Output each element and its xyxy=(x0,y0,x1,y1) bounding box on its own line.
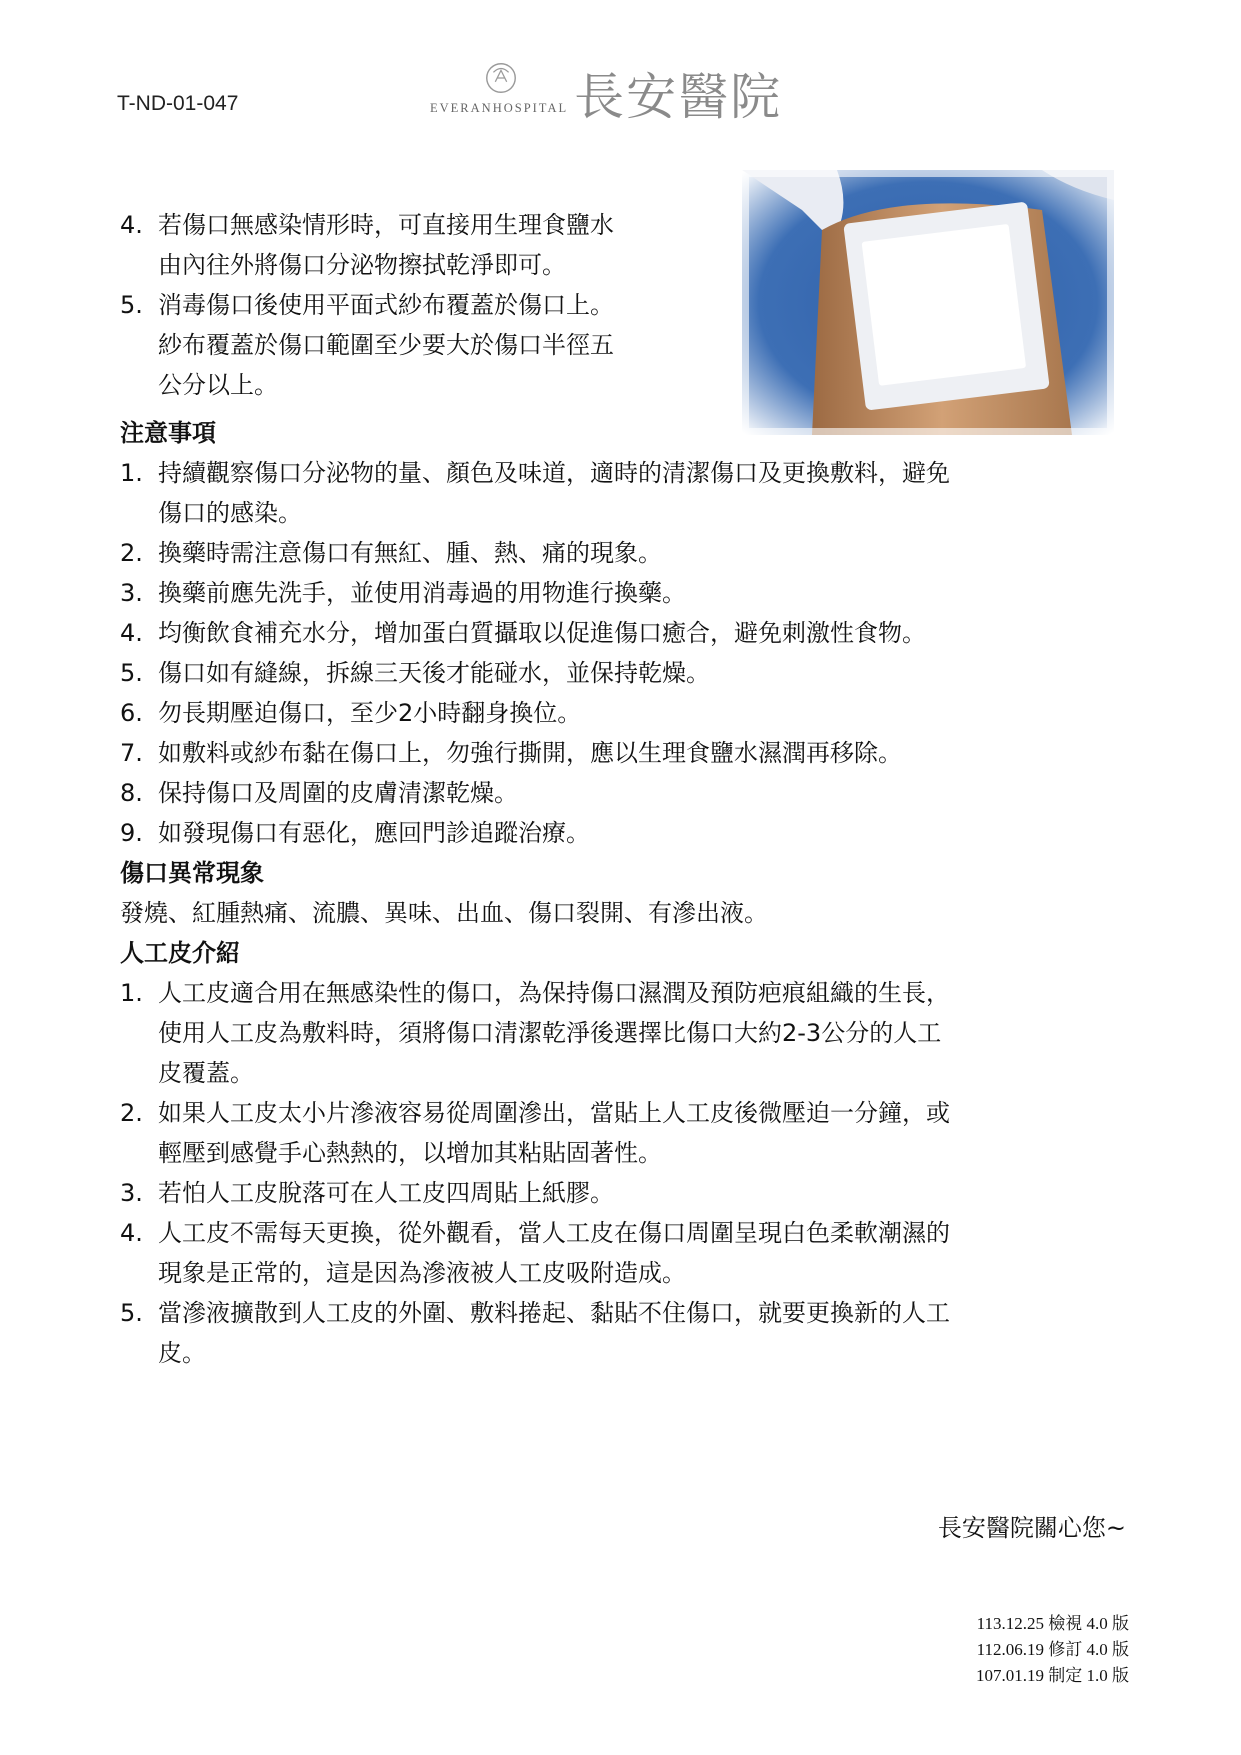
care-steps-list xyxy=(120,205,720,405)
list-item xyxy=(120,1173,1130,1213)
item-line: 如發現傷口有惡化，應回門診追蹤治療。 xyxy=(158,819,590,847)
item-number: 2. xyxy=(120,1099,143,1127)
list-item xyxy=(120,533,1130,573)
artificial-skin-list xyxy=(120,973,1130,1373)
item-line: 消毒傷口後使用平面式紗布覆蓋於傷口上。 xyxy=(158,291,614,319)
item-line: 如敷料或紗布黏在傷口上，勿強行撕開，應以生理食鹽水濕潤再移除。 xyxy=(158,739,902,767)
list-item xyxy=(120,733,1130,773)
item-line: 人工皮不需每天更換，從外觀看，當人工皮在傷口周圍呈現白色柔軟潮濕的 xyxy=(158,1219,950,1247)
list-item xyxy=(120,285,720,405)
list-item xyxy=(120,613,1130,653)
list-item xyxy=(120,813,1130,853)
list-item xyxy=(120,1213,1130,1293)
section-heading: 傷口異常現象 xyxy=(120,859,264,887)
item-line: 若傷口無感染情形時，可直接用生理食鹽水 xyxy=(158,211,614,239)
abnormal-signs-text: 發燒、紅腫熱痛、流膿、異味、出血、傷口裂開、有滲出液。 xyxy=(120,899,768,927)
item-number: 4. xyxy=(120,1219,143,1247)
item-line: 勿長期壓迫傷口，至少2小時翻身換位。 xyxy=(158,699,582,727)
precautions-section xyxy=(120,413,1130,1373)
item-line: 人工皮適合用在無感染性的傷口，為保持傷口濕潤及預防疤痕組織的生長， xyxy=(158,979,950,1007)
list-item xyxy=(120,773,1130,813)
logo-cjk: 長安醫院 xyxy=(574,68,783,126)
list-item xyxy=(120,973,1130,1093)
item-line: 持續觀察傷口分泌物的量、顏色及味道，適時的清潔傷口及更換敷料，避免 xyxy=(158,459,950,487)
revision-line: 113.12.25 檢視 4.0 版 xyxy=(976,1614,1129,1633)
item-number: 3. xyxy=(120,1179,143,1207)
list-item xyxy=(120,693,1130,733)
item-number: 7. xyxy=(120,739,143,767)
item-line: 如果人工皮太小片滲液容易從周圍滲出，當貼上人工皮後微壓迫一分鐘，或 xyxy=(158,1099,950,1127)
revision-history xyxy=(976,1611,1129,1689)
list-item xyxy=(120,573,1130,613)
logo-latin: EVERANHOSPITAL xyxy=(430,101,569,115)
list-item xyxy=(120,1293,1130,1373)
item-number: 1. xyxy=(120,979,143,1007)
item-number: 9. xyxy=(120,819,143,847)
item-line: 皮覆蓋。 xyxy=(158,1059,254,1087)
section-heading: 注意事項 xyxy=(120,419,216,447)
precautions-list xyxy=(120,453,1130,853)
item-line: 換藥前應先洗手，並使用消毒過的用物進行換藥。 xyxy=(158,579,686,607)
item-line: 紗布覆蓋於傷口範圍至少要大於傷口半徑五 xyxy=(158,331,614,359)
hospital-logo xyxy=(430,55,783,126)
list-item xyxy=(120,205,720,285)
item-number: 8. xyxy=(120,779,143,807)
document-code: T-ND-01-047 xyxy=(117,92,239,115)
item-line: 換藥時需注意傷口有無紅、腫、熱、痛的現象。 xyxy=(158,539,662,567)
item-number: 5. xyxy=(120,1299,143,1327)
item-line: 當滲液擴散到人工皮的外圍、敷料捲起、黏貼不住傷口，就要更換新的人工 xyxy=(158,1299,950,1327)
item-line: 現象是正常的，這是因為滲液被人工皮吸附造成。 xyxy=(158,1259,686,1287)
item-number: 4. xyxy=(120,211,143,239)
closing-message: 長安醫院關心您~ xyxy=(937,1514,1126,1542)
item-line: 公分以上。 xyxy=(158,371,278,399)
item-number: 4. xyxy=(120,619,143,647)
revision-line: 107.01.19 制定 1.0 版 xyxy=(976,1666,1129,1685)
item-line: 輕壓到感覺手心熱熱的，以增加其粘貼固著性。 xyxy=(158,1139,662,1167)
item-number: 1. xyxy=(120,459,143,487)
item-number: 5. xyxy=(120,659,143,687)
item-line: 由內往外將傷口分泌物擦拭乾淨即可。 xyxy=(158,251,566,279)
item-line: 皮。 xyxy=(158,1339,206,1367)
item-line: 使用人工皮為敷料時，須將傷口清潔乾淨後選擇比傷口大約2-3公分的人工 xyxy=(158,1019,942,1047)
revision-line: 112.06.19 修訂 4.0 版 xyxy=(976,1640,1129,1659)
dressing-photo xyxy=(742,170,1114,435)
item-line: 傷口的感染。 xyxy=(158,499,302,527)
item-number: 6. xyxy=(120,699,143,727)
care-steps-section xyxy=(120,205,720,405)
item-line: 均衡飲食補充水分，增加蛋白質攝取以促進傷口癒合，避免刺激性食物。 xyxy=(158,619,926,647)
list-item xyxy=(120,653,1130,693)
list-item xyxy=(120,1093,1130,1173)
item-line: 保持傷口及周圍的皮膚清潔乾燥。 xyxy=(158,779,518,807)
hospital-emblem-icon xyxy=(482,59,520,97)
item-line: 傷口如有縫線，拆線三天後才能碰水，並保持乾燥。 xyxy=(158,659,710,687)
item-number: 2. xyxy=(120,539,143,567)
item-line: 若怕人工皮脫落可在人工皮四周貼上紙膠。 xyxy=(158,1179,614,1207)
item-number: 5. xyxy=(120,291,143,319)
list-item xyxy=(120,453,1130,533)
item-number: 3. xyxy=(120,579,143,607)
section-heading: 人工皮介紹 xyxy=(120,939,240,967)
